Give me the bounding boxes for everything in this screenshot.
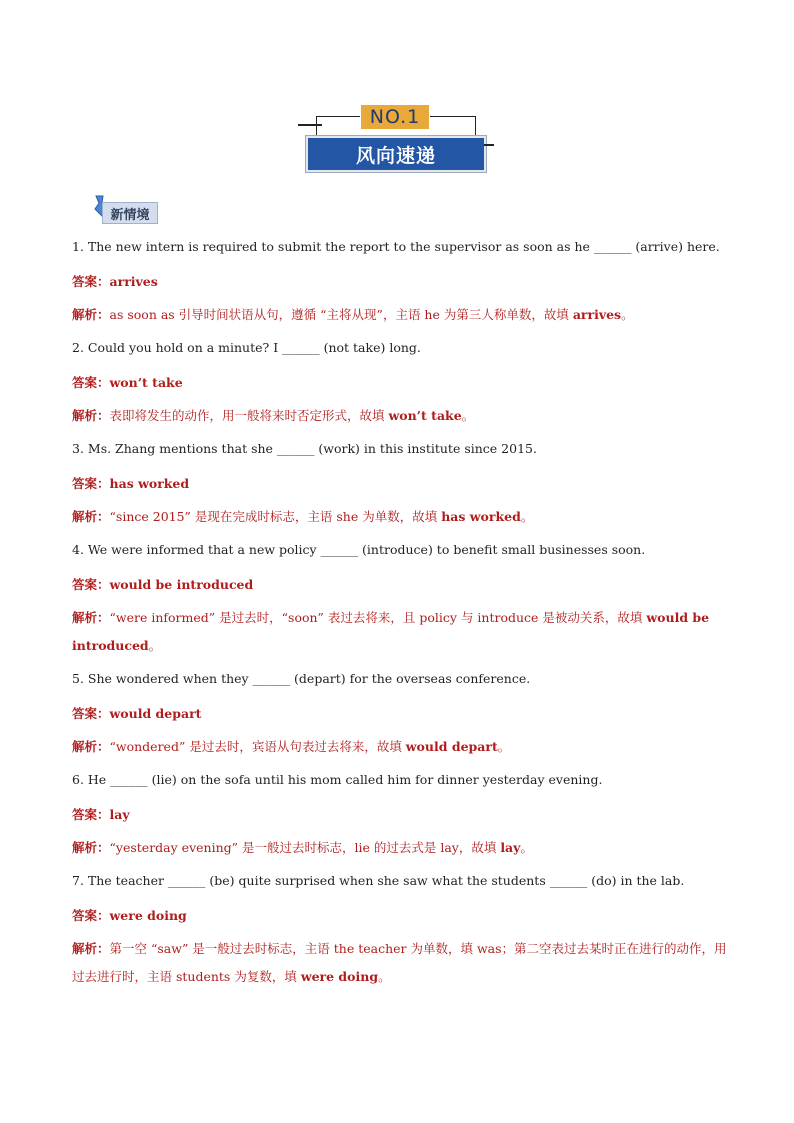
- question-text: 3. Ms. Zhang mentions that she ______ (work) in this institute since 2015.: [72, 441, 537, 456]
- answer-label: 答案：: [72, 806, 110, 822]
- answer-label: 答案：: [72, 705, 110, 721]
- explanation-answer: won’t take: [388, 408, 462, 423]
- explanation-answer: would be introduced: [72, 610, 710, 653]
- question-text: 2. Could you hold on a minute? I ______ (not take) long.: [72, 340, 421, 355]
- question-list: [72, 238, 727, 1001]
- question-block: [72, 440, 727, 531]
- explanation-end: 。: [520, 509, 534, 524]
- question-block: [72, 339, 727, 430]
- explanation-label: 解析：: [72, 509, 110, 524]
- explanation-line: [72, 604, 727, 660]
- explanation-answer: would depart: [405, 739, 498, 754]
- answer-value: were doing: [109, 907, 187, 923]
- question-text: 4. We were informed that a new policy ______ (introduce) to benefit small businesses soon.: [72, 542, 646, 557]
- explanation-line: [72, 402, 727, 430]
- explanation-line: [72, 301, 727, 329]
- answer-label: 答案：: [72, 576, 110, 592]
- answer-line: [72, 705, 727, 723]
- explanation-text: as soon as 引导时间状语从句，遵循 “主将从现”，主语 he 为第三人称单数，故填: [109, 307, 573, 322]
- badge-left-line: [298, 124, 322, 126]
- explanation-end: 。: [497, 739, 511, 754]
- explanation-text: 表即将发生的动作，用一般将来时否定形式，故填: [109, 408, 389, 423]
- badge-number: NO.1: [360, 104, 430, 130]
- explanation-end: 。: [621, 307, 634, 322]
- answer-line: [72, 907, 727, 925]
- question-block: [72, 670, 727, 761]
- explanation-line: [72, 834, 727, 862]
- answer-value: won’t take: [109, 374, 183, 390]
- explanation-answer: were doing: [300, 969, 379, 984]
- question-block: [72, 771, 727, 862]
- answer-label: 答案：: [72, 374, 110, 390]
- explanation-end: 。: [378, 969, 391, 984]
- question-text: 5. She wondered when they ______ (depart) for the overseas conference.: [72, 671, 531, 686]
- answer-value: would be introduced: [109, 576, 254, 592]
- explanation-end: 。: [148, 638, 162, 653]
- question-text: 7. The teacher ______ (be) quite surprised when she saw what the students ______ (do) in the lab.: [72, 873, 685, 888]
- badge-right-line: [484, 144, 494, 146]
- explanation-text: “yesterday evening” 是一般过去时标志，lie 的过去式是 lay，故填: [109, 840, 501, 855]
- answer-value: has worked: [109, 475, 190, 491]
- explanation-end: 。: [520, 840, 533, 855]
- answer-label: 答案：: [72, 475, 110, 491]
- question-block: [72, 238, 727, 329]
- explanation-end: 。: [461, 408, 475, 423]
- answer-label: 答案：: [72, 907, 110, 923]
- question-block: [72, 541, 727, 660]
- question-block: [72, 872, 727, 991]
- explanation-label: 解析：: [72, 408, 110, 423]
- answer-value: lay: [109, 806, 130, 822]
- answer-line: [72, 576, 727, 594]
- answer-value: would depart: [109, 705, 202, 721]
- explanation-line: [72, 935, 727, 991]
- tag-label: 新情境: [102, 202, 158, 224]
- question-text: 1. The new intern is required to submit the report to the supervisor as soon as he ______ (arrive) here.: [72, 239, 720, 254]
- section-tag: [90, 194, 162, 226]
- explanation-text: “wondered” 是过去时，宾语从句表过去将来，故填: [109, 739, 406, 754]
- section-header-badge: [298, 104, 498, 174]
- badge-title: 风向速递: [306, 136, 486, 172]
- answer-line: [72, 806, 727, 824]
- answer-line: [72, 475, 727, 493]
- explanation-line: [72, 503, 727, 531]
- explanation-line: [72, 733, 727, 761]
- answer-label: 答案：: [72, 273, 110, 289]
- answer-value: arrives: [109, 273, 158, 289]
- answer-line: [72, 273, 727, 291]
- answer-line: [72, 374, 727, 392]
- explanation-answer: arrives: [572, 307, 622, 322]
- explanation-text: “were informed” 是过去时，“soon” 表过去将来，且 policy 与 introduce 是被动关系，故填: [109, 610, 647, 625]
- explanation-label: 解析：: [72, 739, 110, 754]
- explanation-answer: lay: [500, 840, 521, 855]
- explanation-answer: has worked: [441, 509, 521, 524]
- question-text: 6. He ______ (lie) on the sofa until his mom called him for dinner yesterday evening.: [72, 772, 603, 787]
- explanation-label: 解析：: [72, 840, 110, 855]
- explanation-label: 解析：: [72, 941, 110, 956]
- explanation-text: 第一空 “saw” 是一般过去时标志，主语 the teacher 为单数，填 was；第二空表过去某时正在进行的动作，用过去进行时，主语 students 为复数，填: [72, 941, 727, 984]
- explanation-text: “since 2015” 是现在完成时标志，主语 she 为单数，故填: [109, 509, 442, 524]
- explanation-label: 解析：: [72, 307, 110, 322]
- explanation-label: 解析：: [72, 610, 110, 625]
